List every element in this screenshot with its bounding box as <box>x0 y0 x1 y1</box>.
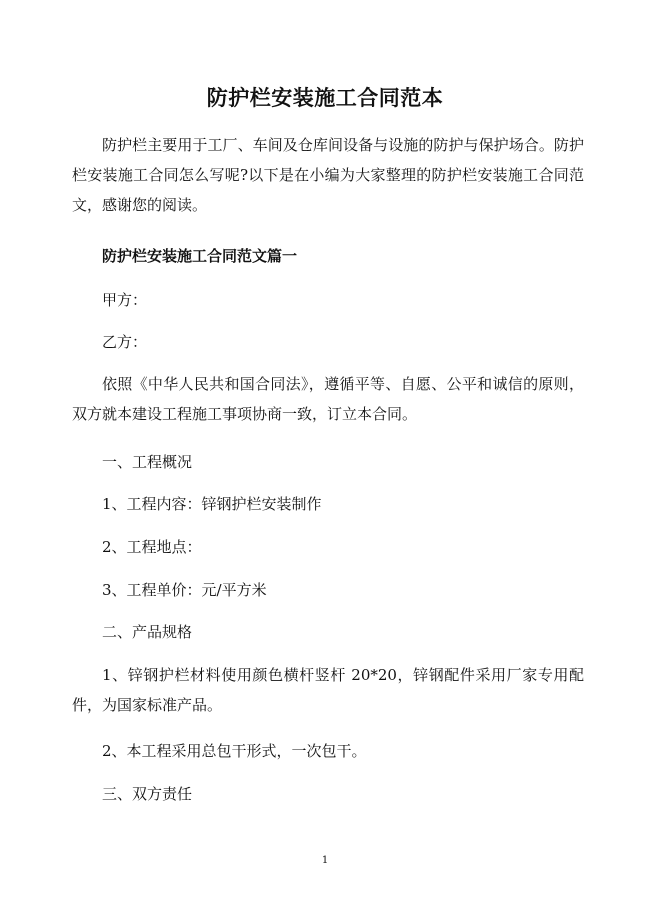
clause-item: 3、工程单价：元/平方米 <box>102 581 267 599</box>
page-number: 1 <box>321 855 329 866</box>
document-title: 防护栏安装施工合同范本 <box>206 86 444 110</box>
party-b-line: 乙方： <box>102 333 148 351</box>
party-a-line: 甲方： <box>102 291 148 309</box>
section-heading: 防护栏安装施工合同范文篇一 <box>102 247 298 265</box>
basis-paragraph: 依照《中华人民共和国合同法》，遵循平等、自愿、公平和诚信的原则，双方就本建设工程施工事项协商一致，订立本合同。 <box>72 375 584 423</box>
clause-heading-1: 一、工程概况 <box>102 453 193 471</box>
clause-item: 1、工程内容：锌钢护栏安装制作 <box>102 495 322 513</box>
clause-heading-3: 三、双方责任 <box>102 785 193 803</box>
clause-item: 2、本工程采用总包干形式，一次包干。 <box>102 742 367 760</box>
clause-heading-2: 二、产品规格 <box>102 623 193 641</box>
intro-paragraph: 防护栏主要用于工厂、车间及仓库间设备与设施的防护与保护场合。防护栏安装施工合同怎么写呢?以下是在小编为大家整理的防护栏安装施工合同范文，感谢您的阅读。 <box>72 136 584 214</box>
clause-item: 1、锌钢护栏材料使用颜色横杆竖杆 20*20，锌钢配件采用厂家专用配件，为国家标准产品。 <box>72 666 584 714</box>
clause-item: 2、工程地点： <box>102 538 202 556</box>
